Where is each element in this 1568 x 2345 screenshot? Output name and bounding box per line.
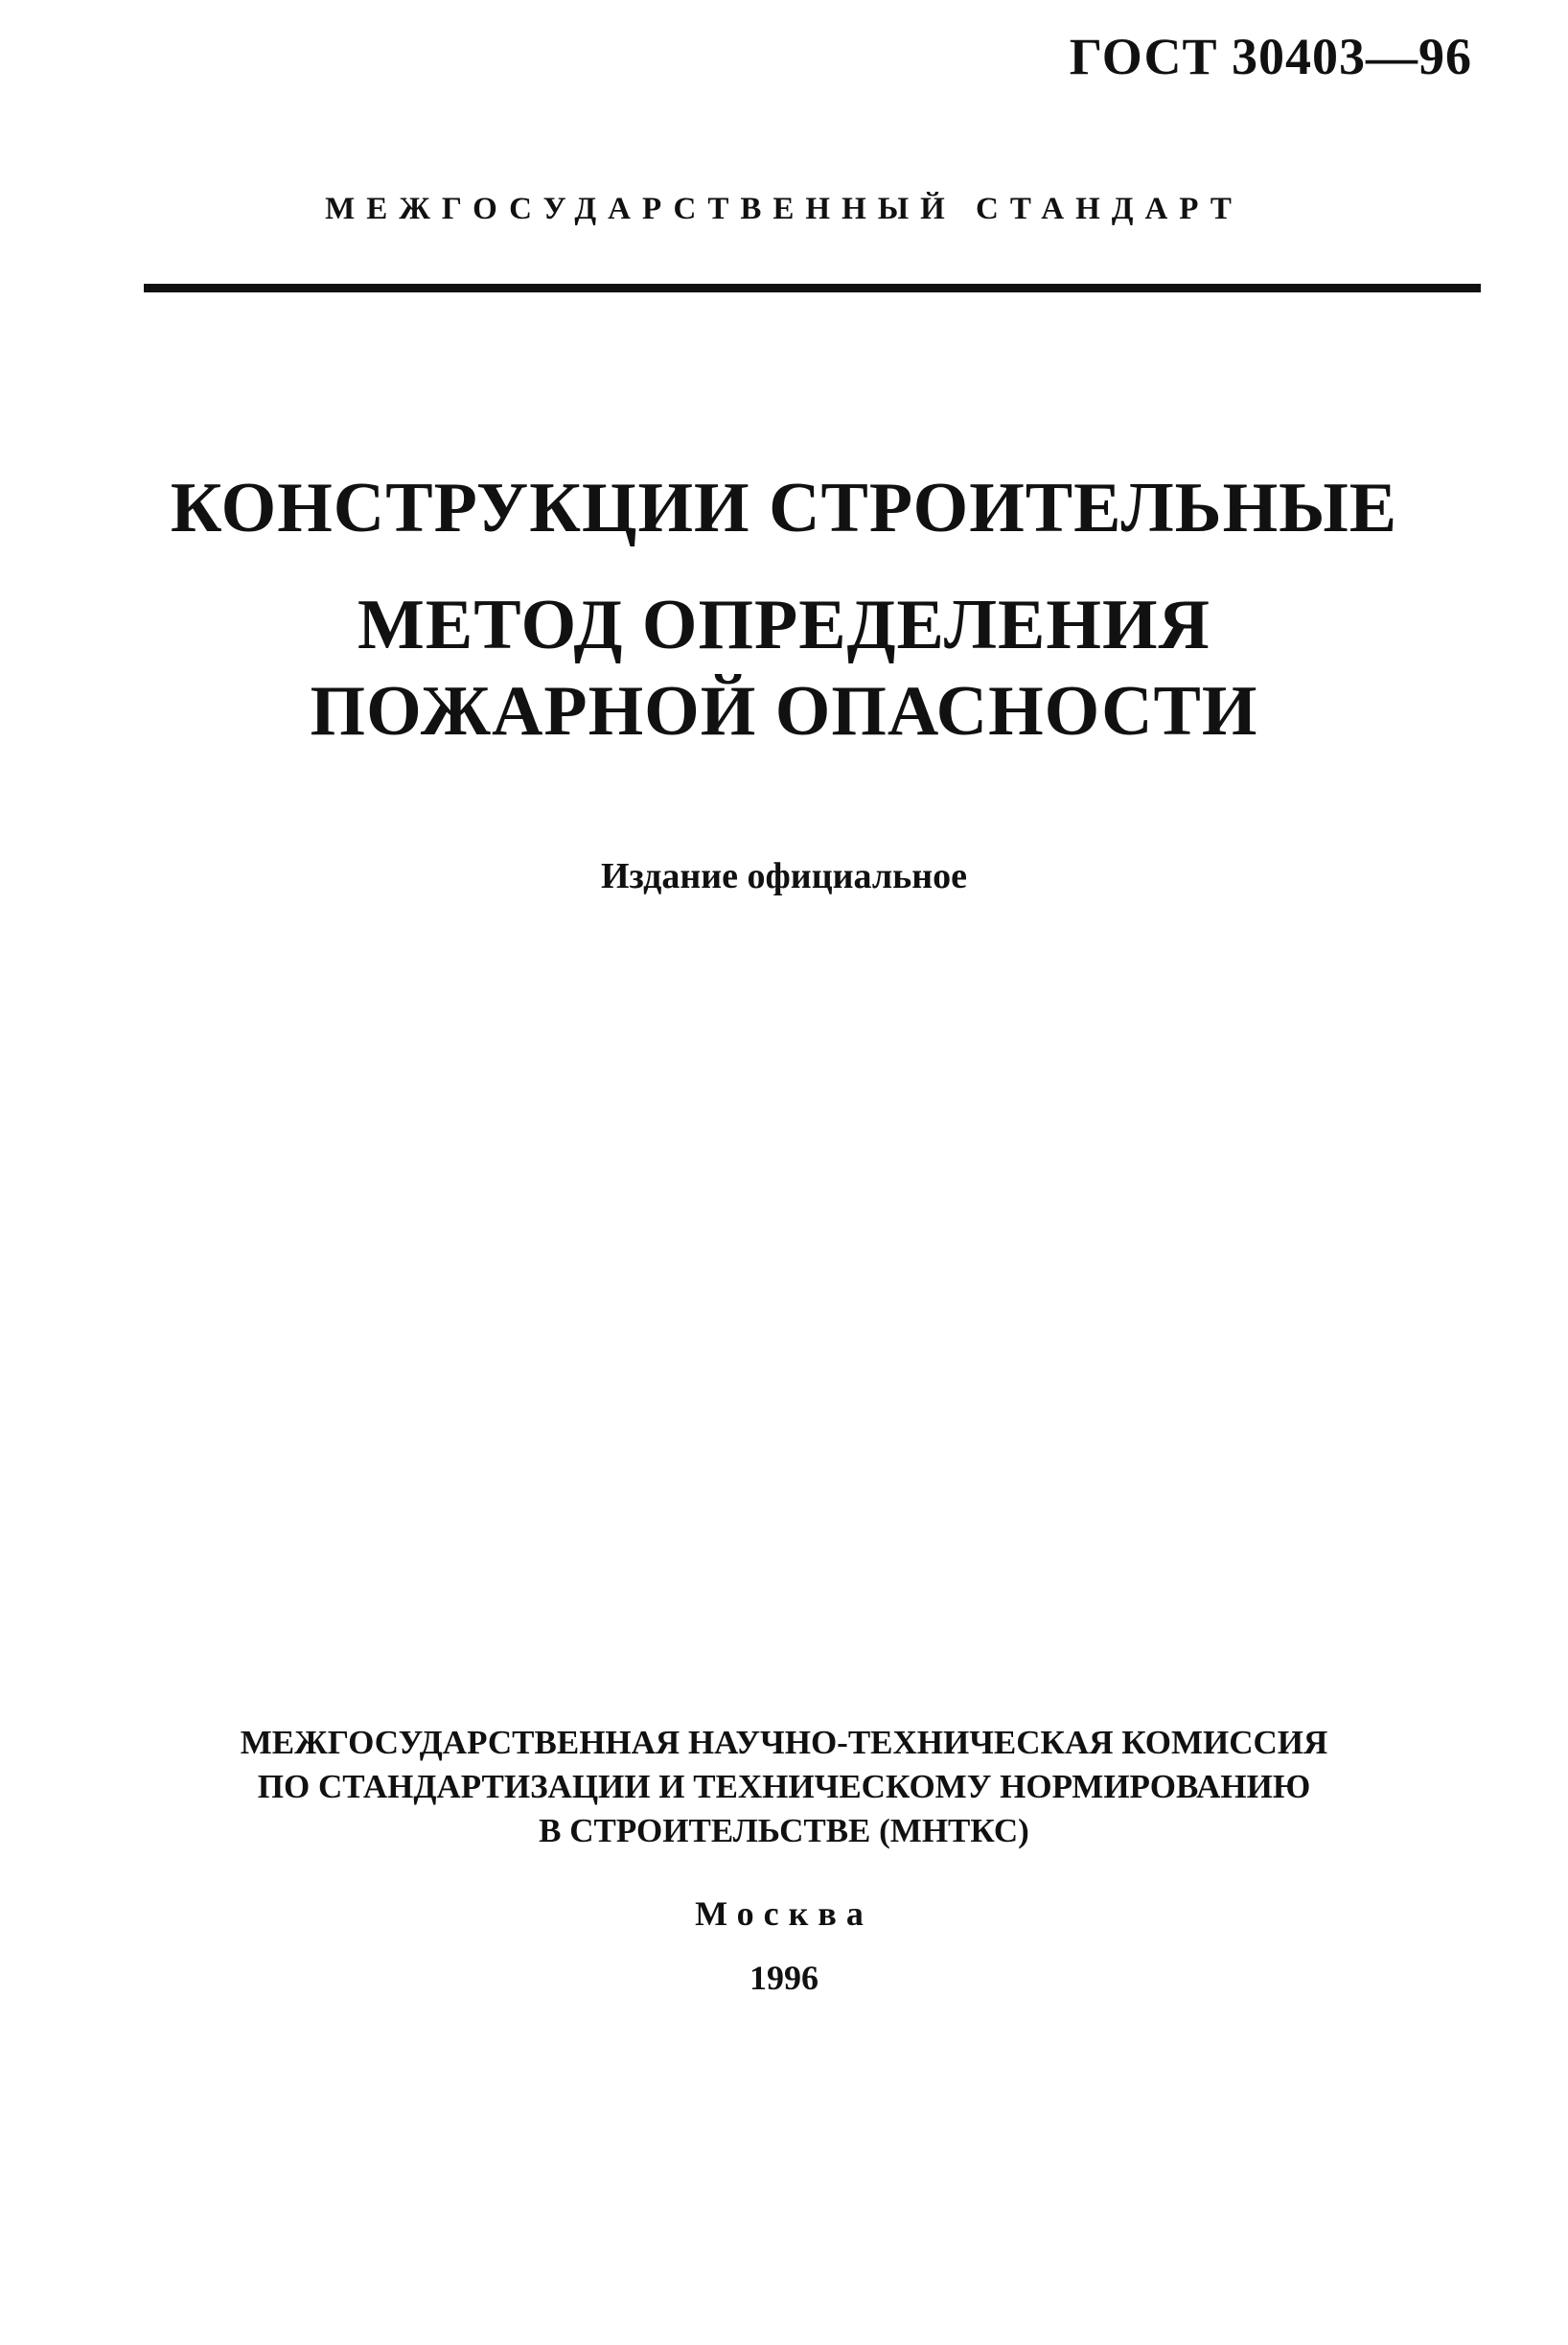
document-title	[0, 455, 1568, 755]
publisher-line-1: МЕЖГОСУДАРСТВЕННАЯ НАУЧНО-ТЕХНИЧЕСКАЯ КОМИССИЯ	[240, 1724, 1328, 1761]
title-line-1: КОНСТРУКЦИИ СТРОИТЕЛЬНЫЕ	[170, 469, 1398, 547]
header-divider	[144, 284, 1481, 292]
title-line-2: МЕТОД ОПРЕДЕЛЕНИЯ	[357, 586, 1211, 664]
standard-type: МЕЖГОСУДАРСТВЕННЫЙ СТАНДАРТ	[325, 192, 1243, 226]
title-line-3: ПОЖАРНОЙ ОПАСНОСТИ	[310, 672, 1258, 751]
publisher-block	[0, 1721, 1568, 1853]
imprint-city: Москва	[695, 1894, 873, 1933]
publisher-line-2: ПО СТАНДАРТИЗАЦИИ И ТЕХНИЧЕСКОМУ НОРМИРОВАНИЮ	[257, 1768, 1311, 1805]
edition-note: Издание официальное	[600, 856, 967, 896]
imprint-year: 1996	[749, 1959, 819, 1997]
gost-number: ГОСТ 30403—96	[1069, 28, 1472, 85]
publisher-line-3: В СТРОИТЕЛЬСТВЕ (МНТКС)	[539, 1812, 1029, 1849]
